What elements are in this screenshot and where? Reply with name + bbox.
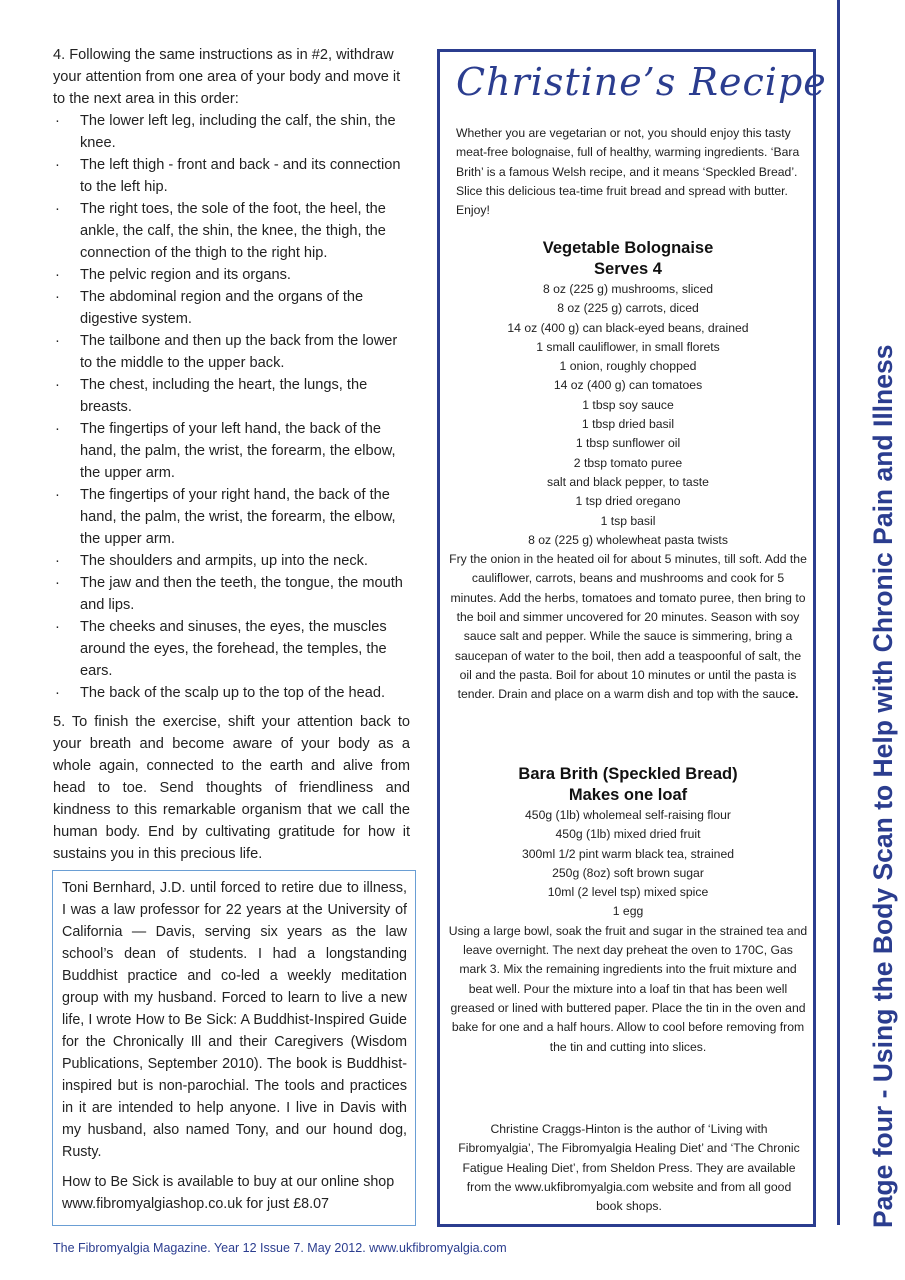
list-item: · The fingertips of your left hand, the back of the hand, the palm, the wrist, the forearm, the elbow, the upper arm. xyxy=(53,418,410,484)
author-bio: Toni Bernhard, J.D. until forced to retire due to illness, I was a law professor for 22 years at the University of California — Davis, serving six years as the law school’s dean of students. I had a longstanding Buddhist practice and co-led a weekly meditation group with my husband. Forced to learn to live a new life, I wrote How to Be Sick: A Buddhist-Inspired Guide for the Chronically Ill and their Caregivers (Wisdom Publications, September 2010). The book is Buddhist-inspired but is non-parochial. The tools and practices in it are intended to help anyone. I live in Davis with my husband, also named Tony, and our hound dog, Rusty. xyxy=(62,880,407,1160)
ingredient: 1 tsp dried oregano xyxy=(575,494,681,509)
ingredient: 1 tbsp dried basil xyxy=(581,417,675,432)
ingredient: 450g (1lb) mixed dried fruit xyxy=(555,827,701,842)
ingredient: 2 tbsp tomato puree xyxy=(573,455,683,470)
method-text: Using a large bowl, soak the fruit and sugar in the strained tea and leave overnight. The next day preheat the oven to 170C, Gas mark 3. Mix the remaining ingredients into the fruit mixture and beat well. Pour the mixture into a loaf tin that has been well greased or lined with buttered paper. Place the tin in the oven and bake for one and a half hours. Allow to cool before removing from the tin and cutting into slices. xyxy=(448,923,808,1054)
ingredient: 250g (8oz) soft brown sugar xyxy=(552,865,704,880)
dish-serves: Serves 4 xyxy=(594,260,662,278)
list-item: · The abdominal region and the organs of the digestive system. xyxy=(53,286,410,330)
author-credits: Christine Craggs-Hinton is the author of ‘Living with Fibromyalgia’, The Fibromyalgia Healing Diet’ and ‘The Chronic Fatigue Healing Diet’, from Sheldon Press. They are available from the www.ukfibromyalgia.com website and from all good book shops. xyxy=(458,1122,800,1214)
list-item: · The lower left leg, including the calf, the shin, the knee. xyxy=(53,110,410,154)
list-item: · The chest, including the heart, the lungs, the breasts. xyxy=(53,374,410,418)
ingredient: 300ml 1/2 pint warm black tea, strained xyxy=(521,846,735,861)
book-availability: How to Be Sick is available to buy at our online shop www.fibromyalgiashop.co.uk for just £8.07 xyxy=(62,1174,395,1212)
vertical-divider xyxy=(837,0,840,1225)
ingredient: 1 tsp basil xyxy=(600,513,656,528)
method-text xyxy=(448,550,808,704)
ingredient: salt and black pepper, to taste xyxy=(547,474,709,489)
ingredient: 1 onion, roughly chopped xyxy=(559,359,697,374)
dish-serves: Makes one loaf xyxy=(568,786,688,804)
ingredient: 8 oz (225 g) carrots, diced xyxy=(557,301,699,316)
ingredient: 1 egg xyxy=(612,904,644,919)
body-area-list xyxy=(53,110,410,704)
dish-title: Vegetable Bolognaise xyxy=(542,239,714,257)
step-4-intro: 4. Following the same instructions as in #2, withdraw your attention from one area of your body and move it to the next area in this order: xyxy=(53,47,401,107)
bara-brith-recipe xyxy=(448,764,808,1057)
method-body: Fry the onion in the heated oil for about 5 minutes, till soft. Add the cauliflower, carrots, beans and mushrooms and cook for 5 minutes. Add the herbs, tomatoes and tomato puree, then bring to the boil and simmer uncovered for 20 minutes. Season with soy sauce salt and pepper. While the sauce is simmering, bring a saucepan of water to the boil, then add a teaspoonful of salt, the oil and the pasta. Boil for about 10 minutes or until the pasta is tender. Drain and place on a warm dish and top with the sauc xyxy=(449,552,807,702)
list-item: · The shoulders and armpits, up into the neck. xyxy=(53,550,410,572)
ingredient: 1 tbsp sunflower oil xyxy=(575,436,681,451)
body-scan-column xyxy=(53,44,410,865)
list-item: · The right toes, the sole of the foot, the heel, the ankle, the calf, the shin, the knee, the thigh, the connection of the thigh to the right hip. xyxy=(53,198,410,264)
ingredient: 14 oz (400 g) can black-eyed beans, drained xyxy=(507,320,749,335)
recipe-title: Christine’s Recipe xyxy=(456,60,827,104)
list-item: · The cheeks and sinuses, the eyes, the muscles around the eyes, the forehead, the temples, the ears. xyxy=(53,616,410,682)
list-item: · The tailbone and then up the back from the lower to the middle to the upper back. xyxy=(53,330,410,374)
ingredient: 8 oz (225 g) mushrooms, sliced xyxy=(542,282,714,296)
ingredient: 450g (1lb) wholemeal self-raising flour xyxy=(525,808,731,822)
ingredient: 10ml (2 level tsp) mixed spice xyxy=(547,885,709,900)
ingredient: 1 small cauliflower, in small florets xyxy=(536,339,720,354)
list-item: · The back of the scalp up to the top of the head. xyxy=(53,682,410,704)
author-bio-box xyxy=(52,870,416,1226)
recipe-intro: Whether you are vegetarian or not, you should enjoy this tasty meat-free bolognaise, full of healthy, warming ingredients. ‘Bara Brith’ is a famous Welsh recipe, and it means ‘Speckled Bread’. Slice this delicious tea-time fruit bread and spread with butter. Enjoy! xyxy=(456,126,800,218)
ingredient-list xyxy=(448,280,808,550)
list-item: · The pelvic region and its organs. xyxy=(53,264,410,286)
page-title: Page four - Using the Body Scan to Help with Chronic Pain and Illness xyxy=(868,344,898,1228)
dish-title: Bara Brith (Speckled Bread) xyxy=(518,765,738,783)
page-footer: The Fibromyalgia Magazine. Year 12 Issue 7. May 2012. www.ukfibromyalgia.com xyxy=(53,1241,507,1255)
vegetable-bolognaise-recipe xyxy=(448,238,808,705)
list-item: · The jaw and then the teeth, the tongue, the mouth and lips. xyxy=(53,572,410,616)
ingredient: 1 tbsp soy sauce xyxy=(582,397,674,412)
method-end: e. xyxy=(788,687,799,702)
recipe-box xyxy=(437,49,827,1227)
step-5-paragraph: 5. To finish the exercise, shift your attention back to your breath and become aware of your body as a whole again, connected to the earth and alive from head to toe. Send thoughts of friendliness and kindness to this remarkable organism that we call the human body. End by cultivating gratitude for how it sustains you in this precious life. xyxy=(53,714,410,862)
ingredient: 14 oz (400 g) can tomatoes xyxy=(553,378,703,393)
ingredient: 8 oz (225 g) wholewheat pasta twists xyxy=(528,532,728,547)
list-item: · The left thigh - front and back - and its connection to the left hip. xyxy=(53,154,410,198)
list-item: · The fingertips of your right hand, the back of the hand, the palm, the wrist, the forearm, the elbow, the upper arm. xyxy=(53,484,410,550)
ingredient-list xyxy=(448,806,808,922)
